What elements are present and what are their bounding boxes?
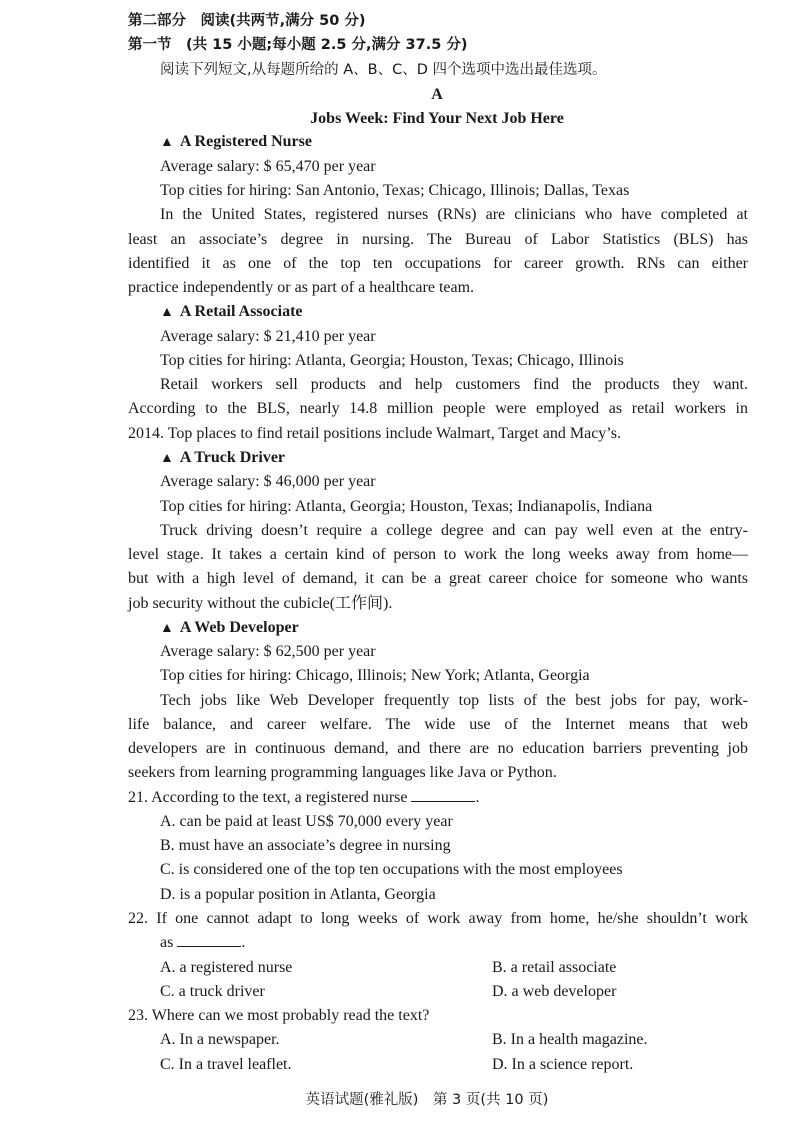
question-stem: 23. Where can we most probably read the text? [128, 1007, 430, 1024]
triangle-bullet-icon: ▲ [160, 451, 174, 466]
triangle-bullet-icon: ▲ [160, 305, 174, 320]
option-d: D. a web developer [492, 983, 617, 1000]
answer-blank [177, 932, 241, 947]
option-a: A. can be paid at least US$ 70,000 every year [160, 813, 453, 830]
job-heading: ▲ A Web Developer [160, 617, 299, 640]
option-a: A. In a newspaper. [160, 1031, 280, 1048]
job-body-line: least an associate’s degree in nursing. The Bureau of Labor Statistics (BLS) has [128, 231, 748, 248]
option-b: B. must have an associate’s degree in nursing [160, 837, 451, 854]
job-salary: Average salary: $ 65,470 per year [160, 158, 376, 175]
job-body-line: Truck driving doesn’t require a college degree and can pay well even at the entry- [160, 522, 748, 539]
passage-letter: A [431, 86, 443, 103]
job-body-line: identified it as one of the top ten occupations for career growth. RNs can either [128, 255, 748, 272]
job-heading: ▲ A Truck Driver [160, 447, 285, 470]
job-cities: Top cities for hiring: San Antonio, Texas; Chicago, Illinois; Dallas, Texas [160, 182, 630, 199]
job-body-line: level stage. It takes a certain kind of person to work the long weeks away from home— [128, 546, 748, 563]
job-body-line: developers are in continuous demand, and there are no education barriers preventing job [128, 740, 748, 757]
option-b: B. a retail associate [492, 959, 617, 976]
option-c: C. In a travel leaflet. [160, 1056, 292, 1073]
job-body-line: In the United States, registered nurses (RNs) are clinicians who have completed at [160, 206, 748, 223]
job-salary: Average salary: $ 62,500 per year [160, 643, 376, 660]
job-salary: Average salary: $ 21,410 per year [160, 328, 376, 345]
option-d: D. is a popular position in Atlanta, Georgia [160, 886, 436, 903]
option-b: B. In a health magazine. [492, 1031, 648, 1048]
job-heading: ▲ A Retail Associate [160, 301, 303, 324]
option-c: C. is considered one of the top ten occupations with the most employees [160, 861, 623, 878]
question-stem-cont: as . [160, 934, 246, 951]
section-heading: 第一节 (共 15 小题;每小题 2.5 分,满分 37.5 分) [128, 37, 468, 53]
job-body-line: seekers from learning programming languages like Java or Python. [128, 764, 557, 781]
job-body-line: practice independently or as part of a healthcare team. [128, 279, 475, 296]
instruction: 阅读下列短文,从每题所给的 A、B、C、D 四个选项中选出最佳选项。 [160, 62, 607, 78]
job-body-line: life balance, and career welfare. The wide use of the Internet means that web [128, 716, 748, 733]
passage-title: Jobs Week: Find Your Next Job Here [310, 110, 564, 127]
job-cities: Top cities for hiring: Chicago, Illinois; New York; Atlanta, Georgia [160, 667, 590, 684]
job-body-line: but with a high level of demand, it can be a great career choice for someone who wants [128, 570, 748, 587]
question-stem: 22. If one cannot adapt to long weeks of work away from home, he/she shouldn’t work [128, 910, 748, 927]
triangle-bullet-icon: ▲ [160, 621, 174, 636]
job-cities: Top cities for hiring: Atlanta, Georgia; Houston, Texas; Indianapolis, Indiana [160, 498, 653, 515]
page-footer: 英语试题(雅礼版) 第 3 页(共 10 页) [305, 1092, 549, 1108]
option-c: C. a truck driver [160, 983, 265, 1000]
triangle-bullet-icon: ▲ [160, 135, 174, 150]
job-cities: Top cities for hiring: Atlanta, Georgia; Houston, Texas; Chicago, Illinois [160, 352, 624, 369]
job-body-line: 2014. Top places to find retail positions include Walmart, Target and Macy’s. [128, 425, 621, 442]
answer-blank [411, 787, 475, 802]
job-body-line: Tech jobs like Web Developer frequently top lists of the best jobs for pay, work- [160, 692, 748, 709]
job-body-line: job security without the cubicle(工作间). [128, 595, 393, 612]
job-heading: ▲ A Registered Nurse [160, 131, 312, 154]
job-salary: Average salary: $ 46,000 per year [160, 473, 376, 490]
job-body-line: Retail workers sell products and help customers find the products they want. [160, 376, 748, 393]
question-stem: 21. According to the text, a registered nurse . [128, 789, 480, 806]
option-d: D. In a science report. [492, 1056, 634, 1073]
part-heading: 第二部分 阅读(共两节,满分 50 分) [128, 13, 366, 29]
job-body-line: According to the BLS, nearly 14.8 million people were employed as retail workers in [128, 400, 748, 417]
option-a: A. a registered nurse [160, 959, 293, 976]
